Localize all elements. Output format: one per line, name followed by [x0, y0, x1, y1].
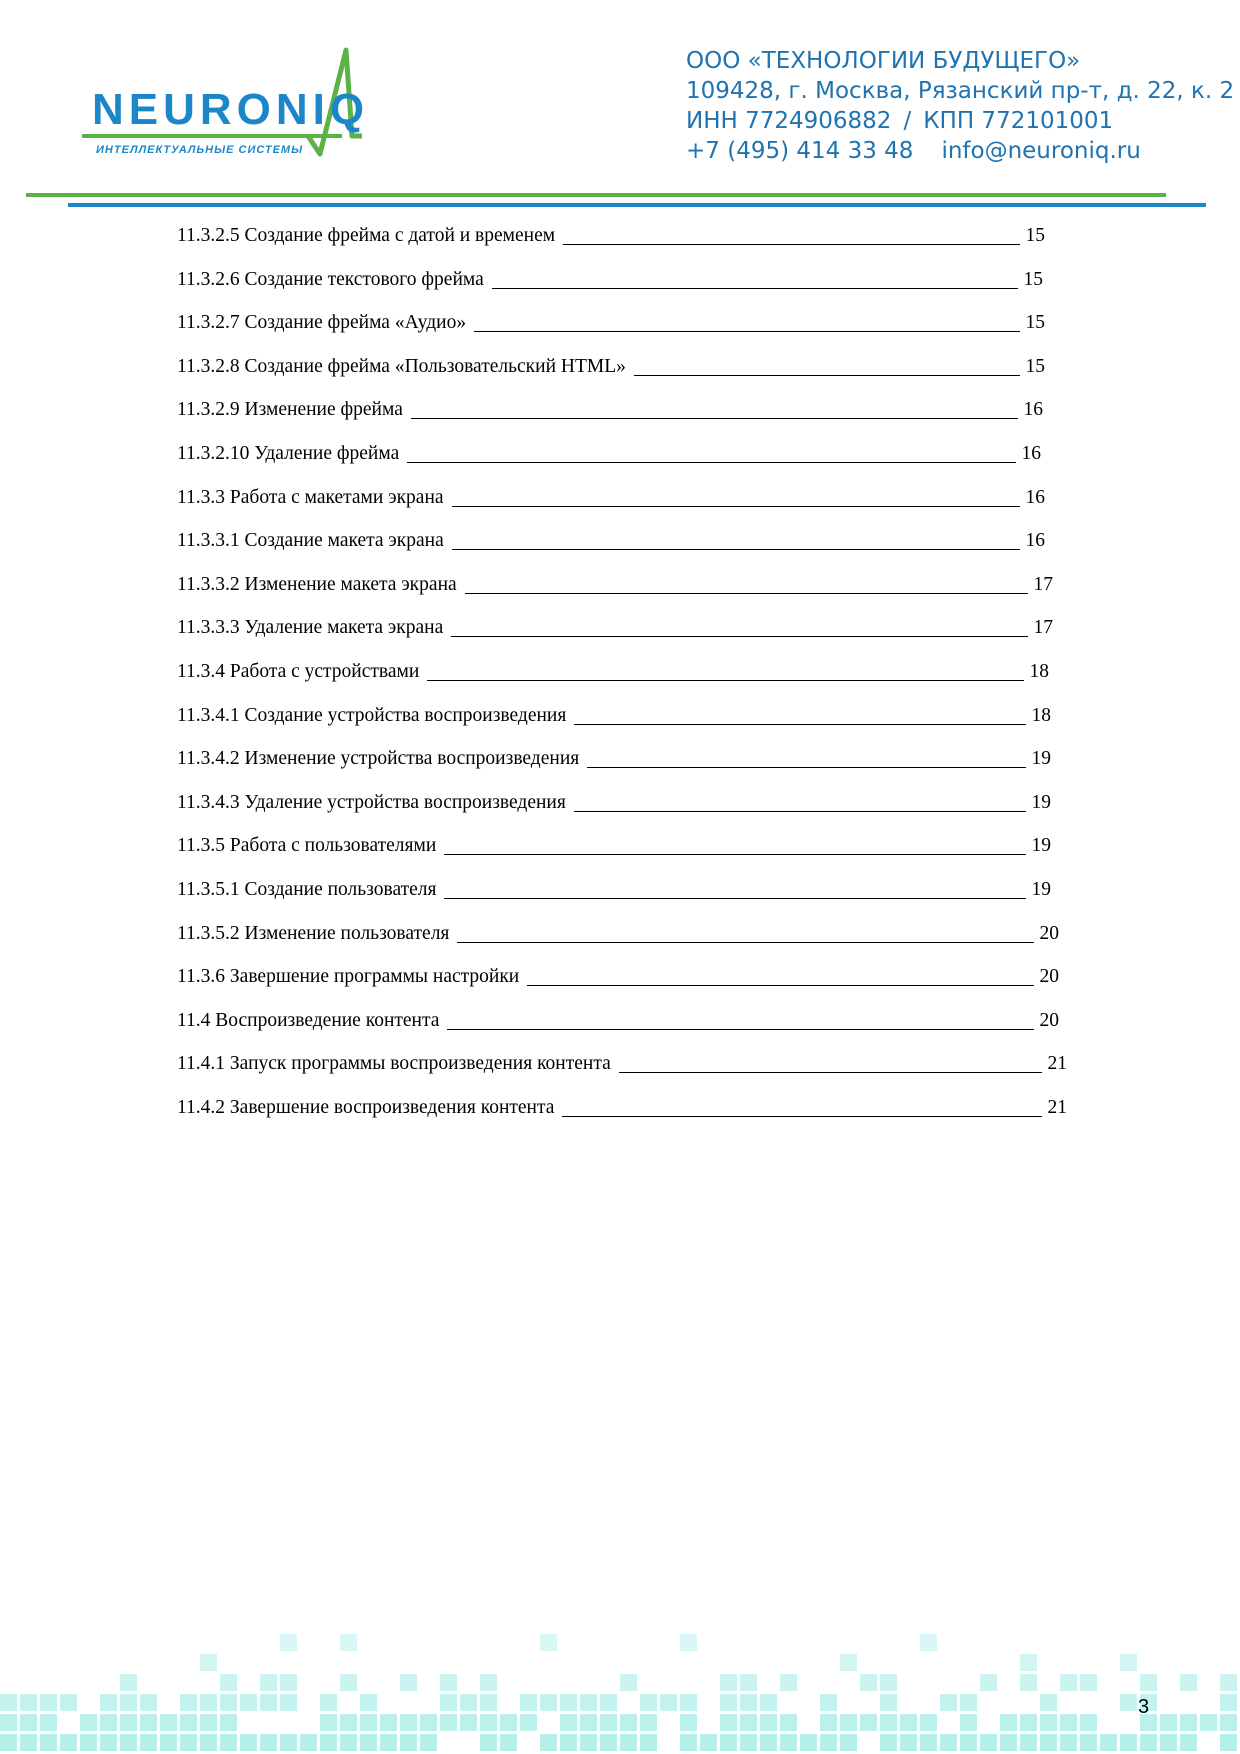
toc-entry-page: 16	[1021, 443, 1041, 464]
toc-entry-title: 11.3.3.3 Удаление макета экрана	[177, 617, 444, 639]
footer-pattern-square	[440, 1714, 457, 1731]
footer-pattern-square	[340, 1674, 357, 1691]
footer-pattern-square	[480, 1694, 497, 1711]
toc-entry-title: 11.3.4 Работа с устройствами	[177, 661, 420, 682]
footer-pattern-square	[200, 1714, 217, 1731]
toc-entry-title: 11.4 Воспроизведение контента	[177, 1009, 440, 1031]
footer-pattern-square	[460, 1714, 477, 1731]
company-kpp: КПП 772101001	[923, 108, 1114, 134]
footer-pattern-square	[280, 1674, 297, 1691]
footer-pattern-square	[200, 1734, 217, 1751]
toc-entry-title: 11.3.4.2 Изменение устройства воспроизведения	[177, 748, 580, 770]
footer-pattern-square	[100, 1734, 117, 1751]
footer-pattern-square	[100, 1714, 117, 1731]
footer-pattern-square	[180, 1734, 197, 1751]
toc-leader-line	[407, 461, 1015, 463]
toc-leader-line	[619, 1071, 1042, 1073]
footer-pattern-square	[0, 1734, 17, 1751]
footer-pattern-square	[840, 1714, 857, 1731]
footer-pattern-square	[200, 1694, 217, 1711]
footer-pattern-square	[1120, 1654, 1137, 1671]
footer-pattern-square	[740, 1694, 757, 1711]
footer-pattern-square	[160, 1734, 177, 1751]
toc-entry[interactable]	[177, 349, 1045, 379]
footer-pattern-square	[1220, 1714, 1237, 1731]
footer-pattern-square	[80, 1714, 97, 1731]
toc-entry-page: 20	[1039, 966, 1059, 988]
footer-pattern-square	[1040, 1694, 1057, 1711]
footer-pattern-square	[1160, 1734, 1177, 1751]
footer-pattern-square	[620, 1734, 637, 1751]
toc-entry[interactable]	[177, 698, 1051, 728]
toc-entry-title: 11.3.2.8 Создание фрейма «Пользовательский HTML»	[177, 355, 626, 377]
toc-leader-line	[474, 330, 1019, 332]
toc-entry-page: 18	[1031, 704, 1051, 726]
header-divider-green	[26, 193, 1166, 197]
footer-pattern-square	[1020, 1674, 1037, 1691]
footer-pattern-square	[1080, 1714, 1097, 1731]
footer-pattern-square	[1120, 1734, 1137, 1751]
toc-entry-title: 11.4.2 Завершение воспроизведения контента	[177, 1097, 555, 1118]
toc-entry[interactable]	[177, 567, 1053, 597]
footer-pattern-square	[920, 1734, 937, 1751]
footer-pattern-square	[560, 1714, 577, 1731]
toc-entry-title: 11.3.2.5 Создание фрейма с датой и временем	[177, 225, 556, 246]
footer-pattern-square	[1060, 1714, 1077, 1731]
footer-pattern-square	[1180, 1674, 1197, 1691]
toc-leader-line	[444, 897, 1025, 899]
toc-leader-line	[447, 1028, 1033, 1030]
company-name: ООО «ТЕХНОЛОГИИ БУДУЩЕГО»	[686, 48, 1081, 74]
footer-pattern-square	[500, 1714, 517, 1731]
footer-pattern-square	[1220, 1694, 1237, 1711]
footer-pattern-square	[380, 1734, 397, 1751]
footer-pattern-square	[540, 1634, 557, 1651]
footer-pattern-square	[860, 1674, 877, 1691]
logo-tagline: ИНТЕЛЛЕКТУАЛЬНЫЕ СИСТЕМЫ	[96, 144, 304, 156]
page-number: 3	[1138, 1696, 1150, 1718]
toc-leader-line	[527, 984, 1033, 986]
footer-pattern-square	[880, 1674, 897, 1691]
footer-pattern-square	[520, 1714, 537, 1731]
footer-pattern-square	[540, 1694, 557, 1711]
footer-pattern-square	[220, 1694, 237, 1711]
footer-pattern-square	[1120, 1694, 1137, 1711]
footer-pattern-square	[1000, 1714, 1017, 1731]
company-email[interactable]: info@neuroniq.ru	[941, 138, 1141, 164]
footer-pattern-square	[180, 1694, 197, 1711]
footer-pattern-square	[40, 1694, 57, 1711]
footer-pattern-square	[1020, 1654, 1037, 1671]
footer-pattern-square	[360, 1694, 377, 1711]
toc-entry-page: 16	[1025, 486, 1045, 508]
toc-leader-line	[427, 679, 1023, 681]
toc-leader-line	[452, 505, 1020, 507]
footer-pattern-square	[680, 1634, 697, 1651]
footer-pattern-square	[220, 1674, 237, 1691]
footer-pattern-square	[520, 1694, 537, 1711]
footer-pattern-square	[740, 1674, 757, 1691]
footer-pattern-square	[920, 1714, 937, 1731]
footer-pattern-square	[700, 1734, 717, 1751]
footer-pattern-square	[640, 1694, 657, 1711]
toc-entry-page: 18	[1029, 661, 1049, 682]
footer-pattern-square	[1140, 1674, 1157, 1691]
footer-pattern-square	[1160, 1714, 1177, 1731]
footer-pattern-square	[120, 1674, 137, 1691]
footer-pattern-square	[120, 1694, 137, 1711]
company-inn: ИНН 7724906882	[686, 108, 892, 134]
toc-entry[interactable]	[177, 480, 1045, 510]
footer-pattern-square	[1220, 1674, 1237, 1691]
company-address: 109428, г. Москва, Рязанский пр-т, д. 22, к. 2	[686, 78, 1235, 104]
toc-leader-line	[451, 635, 1027, 637]
toc-entry-page: 19	[1031, 835, 1051, 857]
footer-pattern-square	[340, 1634, 357, 1651]
footer-pattern-square	[1140, 1734, 1157, 1751]
toc-entry[interactable]	[177, 1003, 1059, 1033]
footer-pattern-square	[560, 1694, 577, 1711]
company-logo	[80, 44, 420, 164]
footer-pattern-square	[880, 1714, 897, 1731]
toc-entry-page: 16	[1025, 530, 1045, 552]
footer-pattern-square	[320, 1734, 337, 1751]
footer-pattern-square	[320, 1694, 337, 1711]
footer-pattern-square	[880, 1694, 897, 1711]
footer-pattern-square	[820, 1694, 837, 1711]
footer-pattern-square	[240, 1734, 257, 1751]
toc-entry-title: 11.3.3.1 Создание макета экрана	[177, 530, 444, 552]
footer-pattern-square	[1100, 1734, 1117, 1751]
toc-entry-page: 20	[1039, 922, 1059, 944]
footer-pattern-square	[1020, 1734, 1037, 1751]
footer-pattern-square	[1080, 1674, 1097, 1691]
footer-pattern-square	[540, 1734, 557, 1751]
footer-pattern-square	[1060, 1674, 1077, 1691]
footer-pattern-square	[980, 1674, 997, 1691]
footer-pattern-square	[900, 1714, 917, 1731]
toc-entry-page: 21	[1047, 1053, 1067, 1075]
footer-pattern-square	[840, 1734, 857, 1751]
footer-pattern-square	[720, 1674, 737, 1691]
footer-pattern-square	[600, 1694, 617, 1711]
toc-entry[interactable]	[177, 741, 1051, 771]
toc-entry-title: 11.3.3.2 Изменение макета экрана	[177, 573, 457, 595]
toc-entry-title: 11.3.3 Работа с макетами экрана	[177, 486, 444, 508]
footer-pattern-square	[640, 1714, 657, 1731]
toc-entry[interactable]	[177, 610, 1053, 640]
toc-leader-line	[634, 374, 1020, 376]
footer-pattern-square	[1040, 1734, 1057, 1751]
toc-entry-title: 11.3.4.1 Создание устройства воспроизведения	[177, 704, 567, 726]
footer-pattern-square	[600, 1714, 617, 1731]
toc-entry-title: 11.3.6 Завершение программы настройки	[177, 966, 520, 988]
footer-pattern-square	[580, 1714, 597, 1731]
footer-pattern-square	[140, 1694, 157, 1711]
footer-pattern-square	[960, 1694, 977, 1711]
footer-pattern-square	[960, 1714, 977, 1731]
footer-pattern-square	[780, 1734, 797, 1751]
footer-pattern-square	[360, 1714, 377, 1731]
footer-pattern-square	[320, 1714, 337, 1731]
toc-entry[interactable]	[177, 828, 1051, 858]
footer-pattern-square	[300, 1734, 317, 1751]
toc-leader-line	[574, 810, 1026, 812]
footer-pattern-square	[720, 1694, 737, 1711]
toc-entry[interactable]	[177, 1046, 1067, 1076]
toc-entry-title: 11.3.2.9 Изменение фрейма	[177, 399, 403, 421]
toc-entry-page: 20	[1039, 1009, 1059, 1031]
footer-pattern-square	[440, 1694, 457, 1711]
footer-pattern-square	[680, 1734, 697, 1751]
footer-pattern-square	[0, 1694, 17, 1711]
footer-pattern-square	[1080, 1734, 1097, 1751]
toc-leader-line	[444, 853, 1025, 855]
toc-entry[interactable]	[177, 1090, 1067, 1120]
footer-pattern-square	[740, 1734, 757, 1751]
footer-pattern-square	[140, 1734, 157, 1751]
footer-pattern-square	[560, 1734, 577, 1751]
footer-pattern-square	[800, 1734, 817, 1751]
toc-entry-title: 11.3.5 Работа с пользователями	[177, 835, 437, 857]
toc-entry-page: 19	[1031, 791, 1051, 813]
toc-entry[interactable]	[177, 523, 1045, 553]
footer-pattern-square	[840, 1654, 857, 1671]
footer-pattern-square	[620, 1714, 637, 1731]
footer-pattern-square	[640, 1734, 657, 1751]
registration-separator: /	[903, 108, 912, 134]
footer-pattern-square	[440, 1674, 457, 1691]
footer-pattern-square	[960, 1734, 977, 1751]
toc-entry[interactable]	[177, 262, 1043, 292]
toc-entry[interactable]	[177, 436, 1041, 466]
footer-pattern-square	[480, 1674, 497, 1691]
footer-pattern-square	[280, 1694, 297, 1711]
footer-decorative-pattern	[0, 1624, 1240, 1754]
toc-entry[interactable]	[177, 305, 1045, 335]
footer-pattern-square	[760, 1694, 777, 1711]
footer-pattern-square	[60, 1694, 77, 1711]
footer-pattern-square	[40, 1714, 57, 1731]
footer-pattern-square	[400, 1734, 417, 1751]
footer-pattern-square	[120, 1734, 137, 1751]
footer-pattern-square	[220, 1734, 237, 1751]
footer-pattern-square	[500, 1734, 517, 1751]
footer-pattern-square	[420, 1714, 437, 1731]
toc-leader-line	[574, 723, 1025, 725]
footer-pattern-square	[980, 1734, 997, 1751]
toc-entry-title: 11.3.2.6 Создание текстового фрейма	[177, 268, 484, 290]
footer-pattern-square	[260, 1674, 277, 1691]
toc-entry-page: 17	[1033, 573, 1053, 595]
footer-pattern-square	[280, 1734, 297, 1751]
footer-pattern-square	[1020, 1714, 1037, 1731]
footer-pattern-square	[200, 1654, 217, 1671]
toc-entry-page: 16	[1023, 399, 1043, 421]
footer-pattern-square	[720, 1714, 737, 1731]
footer-pattern-square	[80, 1734, 97, 1751]
toc-leader-line	[562, 1115, 1041, 1117]
footer-pattern-square	[1040, 1714, 1057, 1731]
footer-pattern-square	[480, 1734, 497, 1751]
footer-pattern-square	[360, 1734, 377, 1751]
toc-entry-page: 17	[1033, 617, 1053, 639]
footer-pattern-square	[600, 1734, 617, 1751]
toc-entry[interactable]	[177, 218, 1045, 248]
footer-pattern-square	[20, 1694, 37, 1711]
footer-pattern-square	[420, 1734, 437, 1751]
toc-leader-line	[465, 592, 1028, 594]
footer-pattern-square	[720, 1734, 737, 1751]
footer-pattern-square	[660, 1694, 677, 1711]
footer-pattern-square	[580, 1734, 597, 1751]
footer-pattern-square	[780, 1714, 797, 1731]
toc-entry[interactable]	[177, 392, 1043, 422]
toc-leader-line	[563, 243, 1019, 245]
toc-entry-title: 11.3.4.3 Удаление устройства воспроизведения	[177, 791, 566, 813]
footer-pattern-square	[940, 1694, 957, 1711]
toc-entry-page: 19	[1031, 748, 1051, 770]
footer-pattern-square	[1220, 1734, 1237, 1751]
footer-pattern-square	[340, 1714, 357, 1731]
footer-pattern-square	[260, 1734, 277, 1751]
footer-pattern-square	[100, 1694, 117, 1711]
footer-pattern-square	[780, 1674, 797, 1691]
footer-pattern-square	[160, 1714, 177, 1731]
company-phone: +7 (495) 414 33 48	[686, 138, 914, 164]
toc-leader-line	[452, 548, 1020, 550]
footer-pattern-square	[920, 1634, 937, 1651]
footer-pattern-square	[680, 1694, 697, 1711]
footer-pattern-square	[220, 1714, 237, 1731]
toc-entry-title: 11.3.2.10 Удаление фрейма	[177, 443, 400, 464]
footer-pattern-square	[140, 1714, 157, 1731]
footer-pattern-square	[400, 1674, 417, 1691]
toc-entry-page: 15	[1025, 312, 1045, 334]
footer-pattern-square	[340, 1734, 357, 1751]
toc-entry-page: 15	[1025, 355, 1045, 377]
footer-pattern-square	[860, 1714, 877, 1731]
toc-entry-title: 11.3.5.2 Изменение пользователя	[177, 922, 450, 944]
footer-pattern-square	[620, 1674, 637, 1691]
footer-pattern-square	[940, 1734, 957, 1751]
toc-entry-page: 21	[1047, 1097, 1067, 1118]
footer-pattern-square	[1000, 1734, 1017, 1751]
company-contacts	[686, 46, 1234, 166]
company-contact-line	[686, 136, 1234, 166]
toc-entry-title: 11.3.5.1 Создание пользователя	[177, 879, 437, 900]
footer-pattern-square	[820, 1714, 837, 1731]
footer-pattern-square	[1200, 1714, 1217, 1731]
footer-pattern-square	[480, 1714, 497, 1731]
footer-pattern-square	[820, 1734, 837, 1751]
toc-entry[interactable]	[177, 785, 1051, 815]
footer-pattern-square	[0, 1714, 17, 1731]
toc-entry-page: 15	[1025, 225, 1045, 246]
footer-pattern-square	[400, 1714, 417, 1731]
footer-pattern-square	[180, 1714, 197, 1731]
footer-pattern-square	[580, 1694, 597, 1711]
footer-pattern-square	[240, 1694, 257, 1711]
footer-pattern-square	[20, 1734, 37, 1751]
footer-pattern-square	[760, 1714, 777, 1731]
company-registration	[686, 106, 1234, 136]
footer-pattern-square	[460, 1694, 477, 1711]
toc-entry-title: 11.3.2.7 Создание фрейма «Аудио»	[177, 312, 467, 334]
toc-entry-page: 15	[1023, 268, 1043, 290]
footer-pattern-square	[1180, 1714, 1197, 1731]
toc-leader-line	[492, 287, 1018, 289]
footer-pattern-square	[280, 1634, 297, 1651]
footer-pattern-square	[260, 1694, 277, 1711]
footer-pattern-square	[120, 1714, 137, 1731]
footer-pattern-square	[900, 1734, 917, 1751]
toc-entry[interactable]	[177, 872, 1051, 902]
footer-pattern-square	[20, 1714, 37, 1731]
footer-pattern-square	[40, 1734, 57, 1751]
toc-leader-line	[411, 417, 1018, 419]
toc-entry[interactable]	[177, 654, 1049, 684]
logo-wordmark: NEURONIQ	[92, 85, 370, 134]
footer-pattern-square	[1180, 1734, 1197, 1751]
toc-entry-title: 11.4.1 Запуск программы воспроизведения контента	[177, 1053, 611, 1075]
footer-pattern-square	[680, 1714, 697, 1731]
footer-pattern-square	[760, 1734, 777, 1751]
toc-leader-line	[457, 941, 1033, 943]
toc-entry[interactable]	[177, 916, 1059, 946]
toc-entry[interactable]	[177, 959, 1059, 989]
header-divider-blue	[68, 203, 1206, 207]
toc-leader-line	[587, 766, 1025, 768]
footer-pattern-square	[1060, 1734, 1077, 1751]
footer-pattern-square	[380, 1714, 397, 1731]
toc-entry-page: 19	[1031, 879, 1051, 900]
footer-pattern-square	[60, 1734, 77, 1751]
footer-pattern-square	[740, 1714, 757, 1731]
footer-pattern-square	[880, 1734, 897, 1751]
